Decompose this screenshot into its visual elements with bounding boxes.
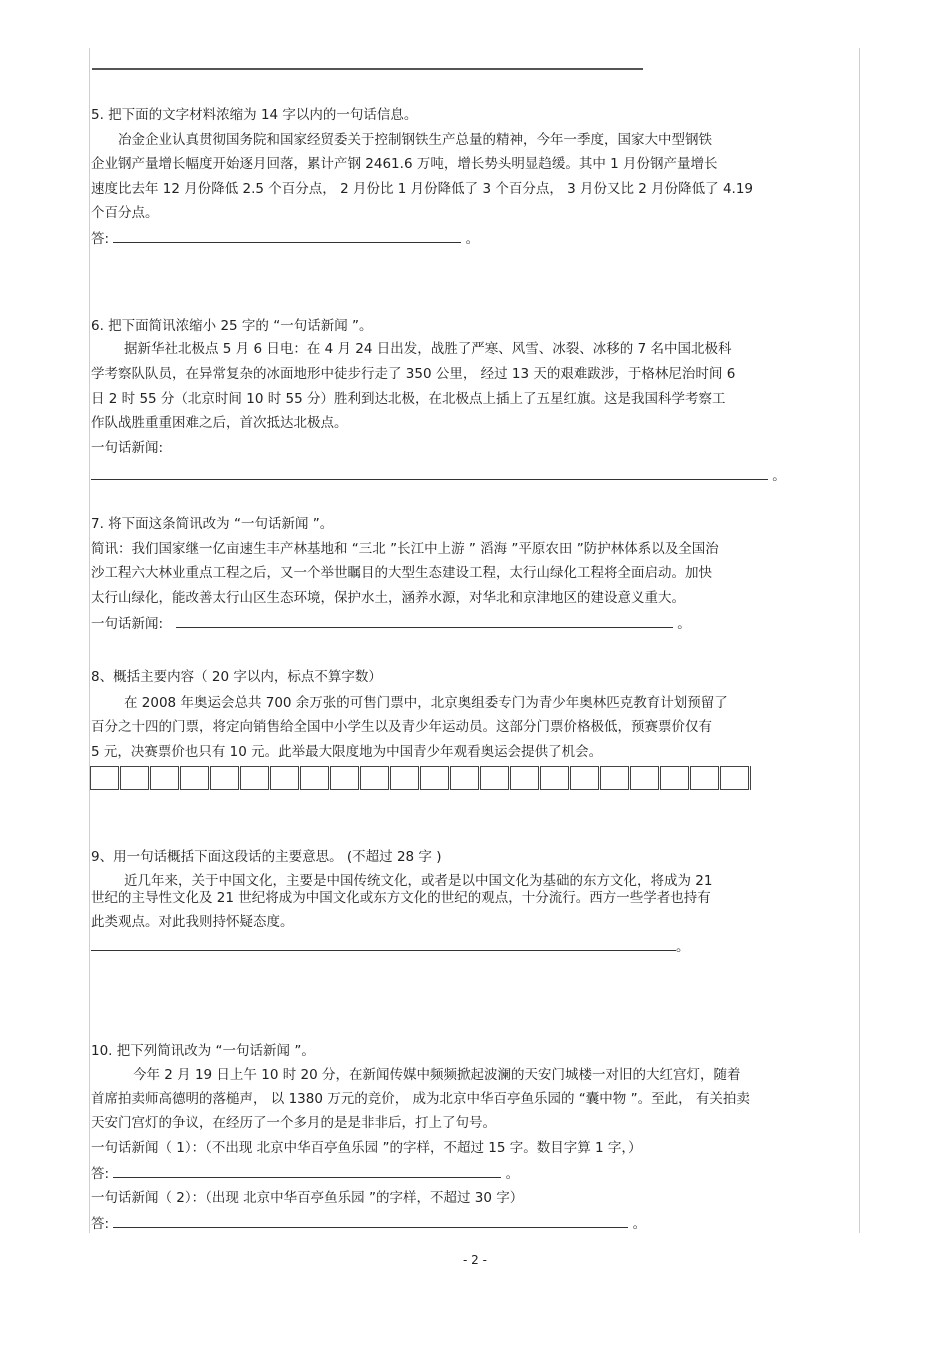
q8-grid-cell[interactable] xyxy=(691,766,719,790)
q6-answer-blank[interactable] xyxy=(91,466,768,480)
q8-grid-cell[interactable] xyxy=(451,766,479,790)
q6-line-1: 据新华社北极点 5 月 6 日电：在 4 月 24 日出发，战胜了严寒、风雪、冰裂、冰移的 7 名中国北极科 xyxy=(124,341,732,357)
q10-answer-2-label: 答: xyxy=(91,1216,110,1232)
q9-line-2: 世纪的主导性文化及 21 世纪将成为中国文化或东方文化的世纪的观点，十分流行。西方一些学者也持有 xyxy=(91,890,711,906)
q10-req-1: 一句话新闻（ 1）：（不出现 北京中华百亭鱼乐园 ”的字样，不超过 15 字。数目字算 1 字，） xyxy=(91,1140,642,1156)
page-number: - 2 - xyxy=(463,1253,487,1267)
q8-answer-grid[interactable] xyxy=(90,766,751,790)
q8-grid-cell[interactable] xyxy=(301,766,329,790)
q8-grid-cell[interactable] xyxy=(541,766,569,790)
q9-line-3: 此类观点。对此我则持怀疑态度。 xyxy=(91,914,294,930)
q8-grid-cell[interactable] xyxy=(421,766,449,790)
q6-line-3: 日 2 时 55 分（北京时间 10 时 55 分）胜利到达北极，在北极点上插上了五星红旗。这是我国科学考察工 xyxy=(91,391,726,407)
q7-answer-blank[interactable] xyxy=(176,614,673,628)
q8-grid-cell[interactable] xyxy=(211,766,239,790)
q8-grid-cell[interactable] xyxy=(601,766,629,790)
q8-line-2: 百分之十四的门票，将定向销售给全国中小学生以及青少年运动员。这部分门票价格极低，预赛票价仅有 xyxy=(91,719,712,735)
q5-line-1: 冶金企业认真贯彻国务院和国家经贸委关于控制钢铁生产总量的精神，今年一季度，国家大中型钢铁 xyxy=(118,132,712,148)
q8-line-1: 在 2008 年奥运会总共 700 余万张的可售门票中，北京奥组委专门为青少年奥林匹克教育计划预留了 xyxy=(124,695,728,711)
q8-line-3: 5 元，决赛票价也只有 10 元。此举最大限度地为中国青少年观看奥运会提供了机会。 xyxy=(91,744,603,760)
top-answer-line xyxy=(92,68,643,70)
q7-title: 7. 将下面这条简讯改为 “一句话新闻 ”。 xyxy=(91,516,334,532)
q8-grid-cell[interactable] xyxy=(661,766,689,790)
q7-answer-label: 一句话新闻: xyxy=(91,616,164,632)
q10-answer-2-blank[interactable] xyxy=(113,1214,628,1228)
q6-line-4: 作队战胜重重困难之后，首次抵达北极点。 xyxy=(91,415,348,431)
q9-title: 9、用一句话概括下面这段话的主要意思。 (不超过 28 字 ) xyxy=(91,849,442,865)
q8-grid-cell[interactable] xyxy=(481,766,509,790)
q9-answer[interactable] xyxy=(91,937,690,956)
q8-grid-cell[interactable] xyxy=(181,766,209,790)
q8-grid-cell[interactable] xyxy=(361,766,389,790)
left-margin-line xyxy=(89,48,90,1233)
q5-answer-label: 答: xyxy=(91,231,110,247)
q10-line-3: 天安门宫灯的争议，在经历了一个多月的是是非非后，打上了句号。 xyxy=(91,1115,496,1131)
q10-answer-1-label: 答: xyxy=(91,1166,110,1182)
q8-title: 8、概括主要内容（ 20 字以内，标点不算字数） xyxy=(91,669,382,685)
q8-grid-cell[interactable] xyxy=(331,766,359,790)
q7-end-mark: 。 xyxy=(677,616,691,632)
q10-req-2: 一句话新闻（ 2）：（出现 北京中华百亭鱼乐园 ”的字样，不超过 30 字） xyxy=(91,1190,524,1206)
q5-line-3: 速度比去年 12 月份降低 2.5 个百分点， 2 月份比 1 月份降低了 3 个百分点， 3 月份又比 2 月份降低了 4.19 xyxy=(91,181,754,197)
q10-answer-1-end: 。 xyxy=(505,1166,520,1182)
q6-title: 6. 把下面简讯浓缩小 25 字的 “一句话新闻 ”。 xyxy=(91,318,373,334)
q8-grid-cell[interactable] xyxy=(511,766,539,790)
q8-grid-cell[interactable] xyxy=(571,766,599,790)
q9-answer-blank[interactable] xyxy=(91,937,676,951)
q10-answer-1-blank[interactable] xyxy=(113,1164,501,1178)
q10-line-2: 首席拍卖师高德明的落槌声， 以 1380 万元的竞价， 成为北京中华百亭鱼乐园的 “囊中物 ”。至此， 有关拍卖 xyxy=(91,1091,750,1107)
q5-line-4: 个百分点。 xyxy=(91,205,159,221)
q8-grid-cell[interactable] xyxy=(241,766,269,790)
q8-grid-cell[interactable] xyxy=(151,766,179,790)
q5-end-mark: 。 xyxy=(465,231,480,247)
q10-line-1: 今年 2 月 19 日上午 10 时 20 分，在新闻传媒中频频掀起波澜的天安门城楼一对旧的大红宫灯，随着 xyxy=(133,1067,741,1083)
q6-line-2: 学考察队队员，在异常复杂的冰面地形中徒步行走了 350 公里， 经过 13 天的艰难跋涉，于格林尼治时间 6 xyxy=(91,366,736,382)
q10-title: 10. 把下列简讯改为 “一句话新闻 ”。 xyxy=(91,1043,315,1059)
q6-end-mark: 。 xyxy=(772,468,786,484)
q7-line-2: 沙工程六大林业重点工程之后，又一个举世瞩目的大型生态建设工程，太行山绿化工程将全面启动。加快 xyxy=(91,565,712,581)
q8-grid-cell[interactable] xyxy=(91,766,119,790)
q10-answer-2-end: 。 xyxy=(632,1216,647,1232)
q5-answer-blank[interactable] xyxy=(113,229,461,243)
q10-answer-1[interactable] xyxy=(91,1164,519,1183)
q5-title: 5. 把下面的文字材料浓缩为 14 字以内的一句话信息。 xyxy=(91,107,418,123)
q8-grid-cell[interactable] xyxy=(721,766,749,790)
q8-grid-cell[interactable] xyxy=(391,766,419,790)
q8-grid-cell[interactable] xyxy=(121,766,149,790)
q8-grid-cell[interactable] xyxy=(271,766,299,790)
q7-answer[interactable] xyxy=(91,614,691,633)
q9-end-mark: 。 xyxy=(676,939,690,955)
q8-grid-cell[interactable] xyxy=(631,766,659,790)
q9-line-1: 近几年来，关于中国文化，主要是中国传统文化，或者是以中国文化为基础的东方文化，将成为 21 xyxy=(124,873,713,889)
q10-answer-2[interactable] xyxy=(91,1214,646,1233)
q7-line-3: 太行山绿化，能改善太行山区生态环境，保护水土，涵养水源，对华北和京津地区的建设意义重大。 xyxy=(91,590,685,606)
q6-answer[interactable] xyxy=(91,466,786,485)
right-margin-line xyxy=(859,48,860,1233)
q7-line-1: 简讯：我们国家继一亿亩速生丰产林基地和 “三北 ”长江中上游 ” 滔海 ”平原农田 ”防护林体系以及全国治 xyxy=(91,541,719,557)
q5-line-2: 企业钢产量增长幅度开始逐月回落，累计产钢 2461.6 万吨，增长势头明显趋缓。其中 1 月份钢产量增长 xyxy=(91,156,718,172)
q5-answer[interactable] xyxy=(91,229,479,248)
q6-answer-label: 一句话新闻: xyxy=(91,440,164,456)
